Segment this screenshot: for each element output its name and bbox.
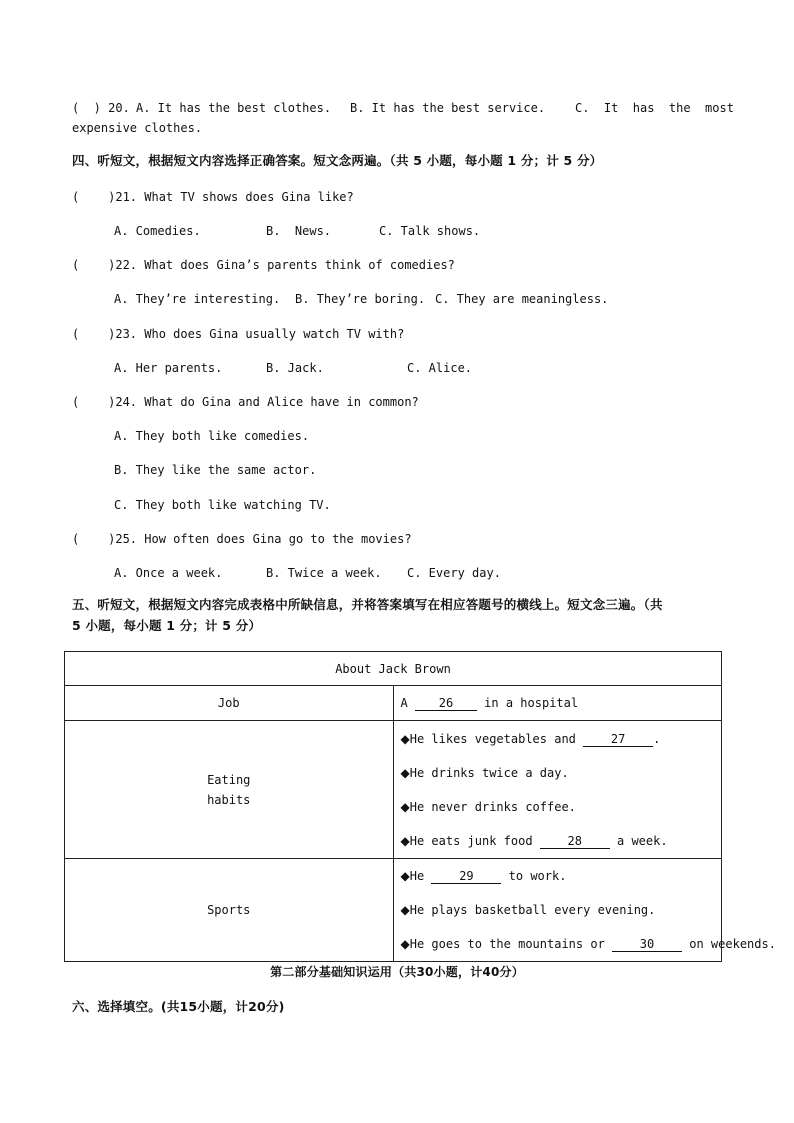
eating-label-line2: habits (207, 792, 251, 807)
info-table (64, 651, 776, 962)
q22-option-b: B. They’re boring. (295, 292, 426, 306)
blank-27[interactable]: 27 (583, 733, 653, 747)
section4-heading: 四、听短文，根据短文内容选择正确答案。短文念两遍。（共 5 小题，每小题 1 分；计 5 分） (72, 153, 603, 168)
q24-option-a: A. They both like comedies. (114, 429, 310, 443)
eat4-prefix: He eats junk food (409, 833, 540, 848)
diamond-bullet-icon: ◆ (400, 765, 410, 780)
q25-option-a: A. Once a week. (114, 566, 223, 580)
q22-option-c: C. They are meaningless. (435, 292, 609, 306)
q25-option-b: B. Twice a week. (266, 566, 382, 580)
sp3-prefix: He goes to the mountains or (409, 937, 613, 951)
job-prefix: A (400, 696, 415, 710)
q23-option-a: A. Her parents. (114, 361, 223, 375)
job-suffix: in a hospital (476, 696, 579, 710)
blank-26[interactable]: 26 (415, 697, 477, 711)
diamond-bullet-icon: ◆ (400, 731, 410, 746)
q24-option-b: B. They like the same actor. (114, 463, 317, 477)
q23-option-c: C. Alice. (407, 361, 473, 375)
blank-29[interactable]: 29 (431, 870, 501, 884)
eat4-suffix: a week. (609, 833, 668, 848)
q24-stem: ( )24. What do Gina and Alice have in common? (72, 395, 419, 409)
q21-option-c: C. Talk shows. (379, 224, 481, 238)
diamond-bullet-icon: ◆ (400, 903, 410, 917)
q20-option-b: B. It has the best service. (350, 101, 546, 115)
diamond-bullet-icon: ◆ (400, 937, 410, 951)
sports-cell (393, 859, 776, 962)
sp1-prefix: He (409, 869, 432, 883)
diamond-bullet-icon: ◆ (400, 869, 410, 883)
q21-stem: ( )21. What TV shows does Gina like? (72, 190, 354, 204)
q22-option-a: A. They’re interesting. (114, 292, 281, 306)
eating-habits-label (65, 721, 394, 859)
q25-stem: ( )25. How often does Gina go to the movies? (72, 532, 412, 546)
job-cell (393, 686, 722, 721)
blank-28[interactable]: 28 (540, 835, 610, 849)
q20-option-a: A. It has the best clothes. (136, 101, 332, 115)
job-label: Job (65, 686, 394, 721)
q20-number: ( ) 20. (72, 101, 130, 115)
q24-option-c: C. They both like watching TV. (114, 498, 331, 512)
eat3-text: He never drinks coffee. (409, 799, 576, 814)
q23-stem: ( )23. Who does Gina usually watch TV with? (72, 327, 405, 341)
section5-heading-line1: 五、听短文，根据短文内容完成表格中所缺信息，并将答案填写在相应答题号的横线上。短文念三遍。（共 (72, 597, 663, 612)
eating-habits-cell (393, 721, 722, 859)
section5-heading-line2: 5 小题，每小题 1 分；计 5 分） (72, 618, 262, 633)
blank-30[interactable]: 30 (612, 938, 682, 952)
diamond-bullet-icon: ◆ (400, 833, 410, 848)
sp2-text: He plays basketball every evening. (409, 903, 656, 917)
part2-title: 第二部分基础知识运用（共30小题，计40分） (270, 965, 524, 979)
eat2-text: He drinks twice a day. (409, 765, 569, 780)
sp3-suffix: on weekends. (682, 937, 776, 951)
q20-option-c: C. It has the most (575, 101, 734, 115)
q25-option-c: C. Every day. (407, 566, 501, 580)
table-title: About Jack Brown (65, 652, 722, 686)
q21-option-b: B. News. (266, 224, 332, 238)
q21-option-a: A. Comedies. (114, 224, 201, 238)
eat1-suffix: . (653, 731, 661, 746)
sp1-suffix: to work. (501, 869, 567, 883)
q20-option-c-cont: expensive clothes. (72, 121, 203, 135)
sports-label: Sports (65, 859, 394, 962)
diamond-bullet-icon: ◆ (400, 799, 410, 814)
eat1-prefix: He likes vegetables and (409, 731, 584, 746)
section6-heading: 六、选择填空。(共15小题，计20分) (72, 999, 285, 1014)
q23-option-b: B. Jack. (266, 361, 324, 375)
eating-label-line1: Eating (207, 772, 251, 787)
q22-stem: ( )22. What does Gina’s parents think of comedies? (72, 258, 455, 272)
